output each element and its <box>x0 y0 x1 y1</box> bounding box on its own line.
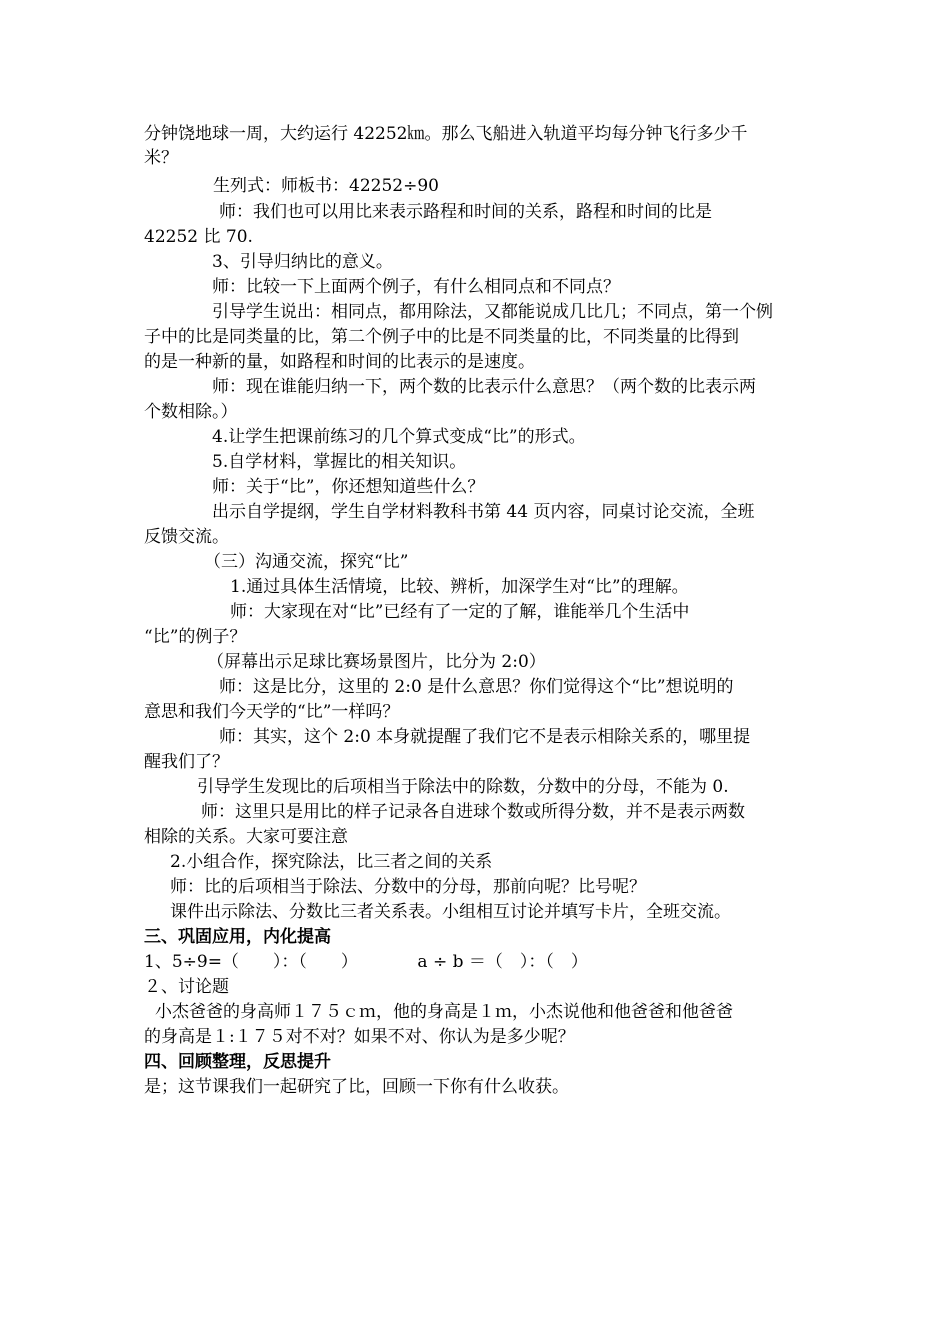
text-line: 子中的比是同类量的比，第二个例子中的比是不同类量的比，不同类量的比得到 <box>144 327 739 347</box>
text-line: 引导学生说出：相同点，都用除法，又都能说成几比几；不同点，第一个例 <box>212 302 773 322</box>
text-line: 意思和我们今天学的“比”一样吗？ <box>144 702 400 722</box>
text-line: 师：大家现在对“比”已经有了一定的了解，谁能举几个生活中 <box>230 602 690 622</box>
text-line: 42252 比 70. <box>144 227 253 247</box>
text-line: 出示自学提纲，学生自学材料教科书第 44 页内容，同桌讨论交流，全班 <box>212 502 755 522</box>
text-line: 个数相除。） <box>144 402 238 422</box>
text-line: 1、5÷9=（ ）：（ ） a ÷ b ＝（ ）：（ ） <box>144 952 588 972</box>
text-line: 4.让学生把课前练习的几个算式变成“比”的形式。 <box>212 427 586 447</box>
section-heading: 三、巩固应用，内化提高 <box>144 927 331 947</box>
text-line: 1.通过具体生活情境，比较、辨析，加深学生对“比”的理解。 <box>230 577 689 597</box>
text-line: 3、引导归纳比的意义。 <box>212 252 393 272</box>
text-line: 5.自学材料，掌握比的相关知识。 <box>212 452 467 472</box>
text-line: 2.小组合作，探究除法，比三者之间的关系 <box>170 852 493 872</box>
text-line: 师：关于“比”，你还想知道些什么？ <box>212 477 485 497</box>
text-line: 米？ <box>144 148 178 168</box>
text-line: 师：我们也可以用比来表示路程和时间的关系，路程和时间的比是 <box>219 202 712 222</box>
text-line: 分钟饶地球一周，大约运行 42252㎞。那么飞船进入轨道平均每分钟飞行多少千 <box>144 124 748 144</box>
text-line: 师：这里只是用比的样子记录各自进球个数或所得分数，并不是表示两数 <box>201 802 745 822</box>
text-line: 师：比较一下上面两个例子，有什么相同点和不同点？ <box>212 277 620 297</box>
text-line: 生列式：师板书：42252÷90 <box>213 176 439 196</box>
text-line: 醒我们了？ <box>144 752 229 772</box>
text-line: 师：现在谁能归纳一下，两个数的比表示什么意思？（两个数的比表示两 <box>212 377 756 397</box>
text-line: 课件出示除法、分数比三者关系表。小组相互讨论并填写卡片，全班交流。 <box>170 902 731 922</box>
text-line: “比”的例子？ <box>144 627 247 647</box>
text-line: 是；这节课我们一起研究了比，回顾一下你有什么收获。 <box>144 1077 569 1097</box>
text-line: （屏幕出示足球比赛场景图片，比分为 2:0） <box>207 652 546 672</box>
text-line: ２、讨论题 <box>144 977 229 997</box>
text-line: 师：这是比分，这里的 2:0 是什么意思？你们觉得这个“比”想说明的 <box>219 677 734 697</box>
text-line: （三）沟通交流，探究“比” <box>204 552 409 572</box>
text-line: 相除的关系。大家可要注意 <box>144 827 348 847</box>
text-line: 反馈交流。 <box>144 527 229 547</box>
text-line: 引导学生发现比的后项相当于除法中的除数，分数中的分母，不能为 0. <box>197 777 729 797</box>
text-line: 小杰爸爸的身高师１７５ｃｍ，他的身高是１ｍ，小杰说他和他爸爸和他爸爸 <box>155 1002 733 1022</box>
section-heading: 四、回顾整理，反思提升 <box>144 1052 331 1072</box>
text-line: 的身高是１:１７５对不对？如果不对、你认为是多少呢？ <box>144 1027 575 1047</box>
text-line: 师：其实，这个 2:0 本身就提醒了我们它不是表示相除关系的，哪里提 <box>219 727 751 747</box>
text-line: 的是一种新的量，如路程和时间的比表示的是速度。 <box>144 352 535 372</box>
text-line: 师：比的后项相当于除法、分数中的分母，那前向呢？比号呢？ <box>170 877 646 897</box>
